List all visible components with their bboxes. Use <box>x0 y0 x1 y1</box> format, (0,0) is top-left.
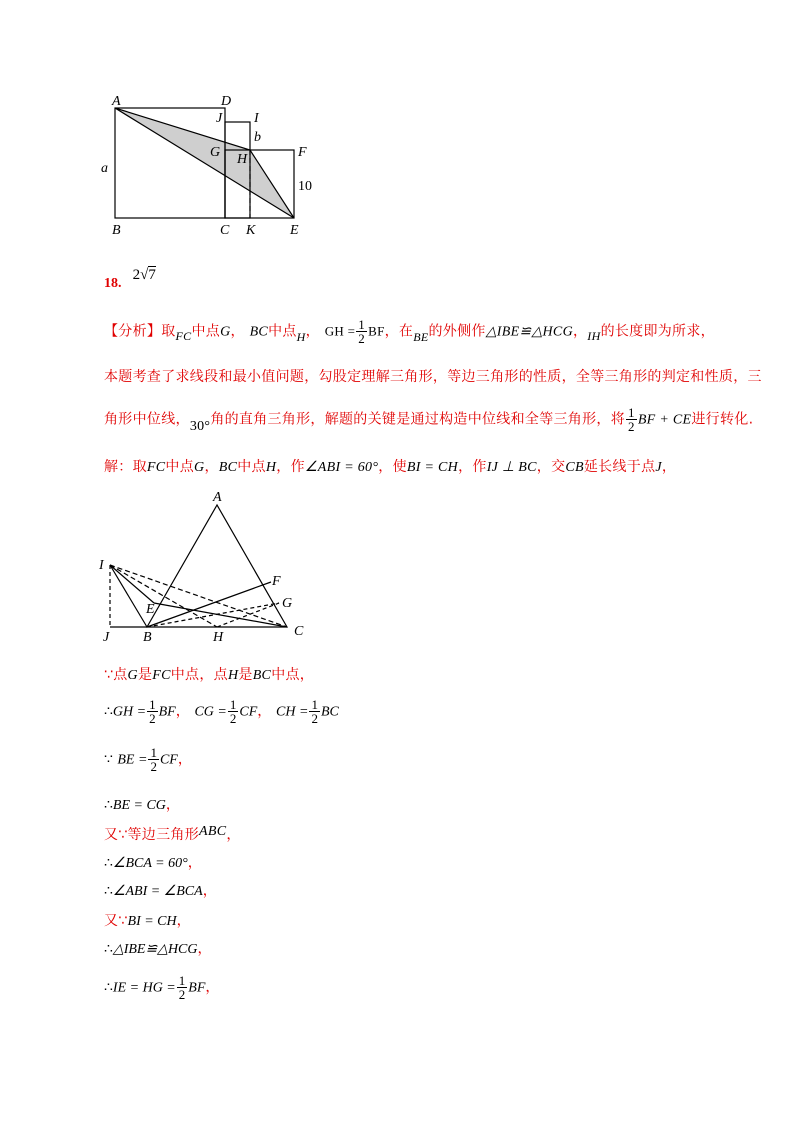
label-B: B <box>112 223 121 238</box>
analysis-line-1: 【分析】取FC中点G， BC中点H， GH = $\frac{1}{2}$ BF，在BE的外侧作△IBE≌△HCG，IH的长度即为所求， <box>104 317 715 346</box>
line-ib <box>110 565 147 627</box>
label-I: I <box>254 111 259 126</box>
step-7: ∴∠ABI = ∠BCA， <box>104 883 217 899</box>
step-4: ∴BE = CG， <box>104 797 181 813</box>
label-E: E <box>290 223 299 238</box>
label-G: G <box>210 145 221 160</box>
label-F: F <box>272 574 281 589</box>
label-A: A <box>112 94 121 109</box>
dashed-bg <box>147 603 279 627</box>
label-D: D <box>221 94 232 109</box>
figure-triangle <box>90 485 320 645</box>
figure-rectangles <box>90 90 330 240</box>
label-E: E <box>146 602 155 617</box>
label-10: 10 <box>298 179 312 194</box>
triangle-abc <box>147 505 287 627</box>
label-H: H <box>237 152 248 167</box>
step-2: ∴GH = $\frac{1}{2}$ BF， CG = $\frac{1}{2}$ CF， CH = $\frac{1}{2}$ BC <box>104 697 339 726</box>
analysis-line-3: 角形中位线，30°角的直角三角形，解题的关键是通过构造中位线和全等三角形，将 $\frac{1}{2}$ BF + CE进行转化. <box>104 405 754 434</box>
line-ec <box>154 603 287 627</box>
step-9: ∴△IBE≌△HCG， <box>104 941 212 957</box>
step-10: ∴IE = HG = $\frac{1}{2}$ BF， <box>104 973 220 1002</box>
step-3: ∵ BE = $\frac{1}{2}$ CF， <box>104 745 193 774</box>
label-F: F <box>298 145 307 160</box>
dashed-ih <box>110 565 217 627</box>
shaded-triangle <box>115 108 294 218</box>
label-B: B <box>143 630 152 645</box>
line-ie <box>110 565 154 603</box>
label-b: b <box>254 130 261 145</box>
label-G: G <box>282 596 293 611</box>
label-J: J <box>103 630 110 645</box>
label-H: H <box>213 630 224 645</box>
step-8: 又∵BI = CH， <box>104 913 191 929</box>
label-I: I <box>99 558 104 573</box>
analysis-line-2: 本题考查了求线段和最小值问题，勾股定理解三角形，等边三角形的性质，全等三角形的判定和性质，三 <box>104 369 762 385</box>
solution-line-1: 解：取FC中点G，BC中点H，作∠ABI = 60°，使BI = CH，作IJ ⊥ BC，交CB延长线于点J， <box>104 459 677 475</box>
label-K: K <box>246 223 256 238</box>
label-C: C <box>220 223 230 238</box>
step-5: 又∵等边三角形ABC， <box>104 824 241 843</box>
label-a: a <box>101 161 108 176</box>
label-C: C <box>294 624 304 639</box>
answer-value: 2√7 <box>132 267 156 283</box>
step-6: ∴∠BCA = 60°， <box>104 855 203 871</box>
question-number: 18. <box>104 276 122 291</box>
step-1: ∵点G是FC中点，点H是BC中点， <box>104 667 315 683</box>
question-18 <box>104 264 156 291</box>
analysis-tag: 【分析】 <box>104 323 162 340</box>
label-J: J <box>216 111 223 126</box>
label-A: A <box>213 490 222 505</box>
